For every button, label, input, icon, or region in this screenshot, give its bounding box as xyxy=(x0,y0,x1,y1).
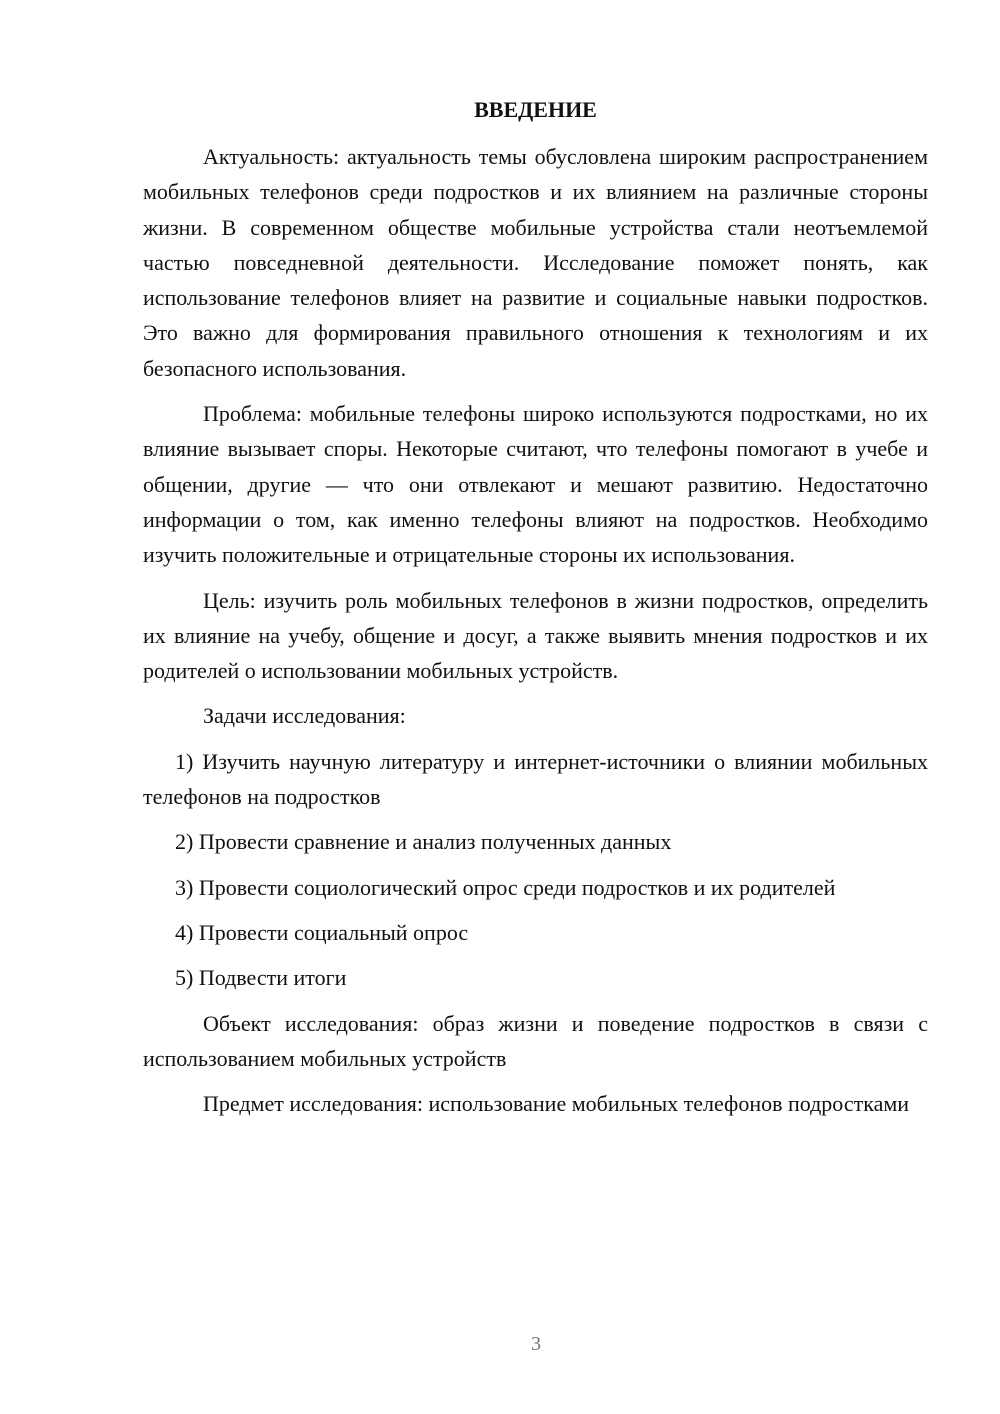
tasks-heading: Задачи исследования: xyxy=(203,703,406,729)
subject-paragraph: Предмет исследования: использование мобильных телефонов подростками xyxy=(203,1091,910,1117)
section-title: ВВЕДЕНИЕ xyxy=(474,97,597,122)
page-number: 3 xyxy=(531,1333,541,1355)
task-item-3: 3) Провести социологический опрос среди подростков и их родителей xyxy=(175,874,836,900)
goal-paragraph: Цель: изучить роль мобильных телефонов в жизни подростков, определить их влияние на учебу, общение и досуг, а также выявить мнения подростков и их родителей о использовании мобильных устройств. xyxy=(143,587,928,684)
task-item-2: 2) Провести сравнение и анализ полученных данных xyxy=(175,829,672,855)
task-item-4: 4) Провести социальный опрос xyxy=(175,919,469,945)
task-item-5: 5) Подвести итоги xyxy=(175,965,347,991)
document-page xyxy=(143,92,928,1131)
task-item-1: 1) Изучить научную литературу и интернет-источники о влиянии мобильных телефонов на подростков xyxy=(143,748,928,810)
object-paragraph: Объект исследования: образ жизни и поведение подростков в связи с использованием мобильных устройств xyxy=(143,1010,928,1071)
relevance-paragraph: Актуальность: актуальность темы обусловлена широким распространением мобильных телефонов среди подростков и их влиянием на различные стороны жизни. В современном обществе мобильные устройства стали неотъемлемой частью повседневной деятельности. Исследование поможет понять, как использование телефонов влияет на развитие и социальные навыки подростков. Это важно для формирования правильного отношения к технологиям и их безопасного использования. xyxy=(143,144,928,381)
problem-paragraph: Проблема: мобильные телефоны широко используются подростками, но их влияние вызывает споры. Некоторые считают, что телефоны помогают в учебе и общении, другие — что они отвлекают и мешают развитию. Недостаточно информации о том, как именно телефоны влияют на подростков. Необходимо изучить положительные и отрицательные стороны их использования. xyxy=(143,401,928,568)
